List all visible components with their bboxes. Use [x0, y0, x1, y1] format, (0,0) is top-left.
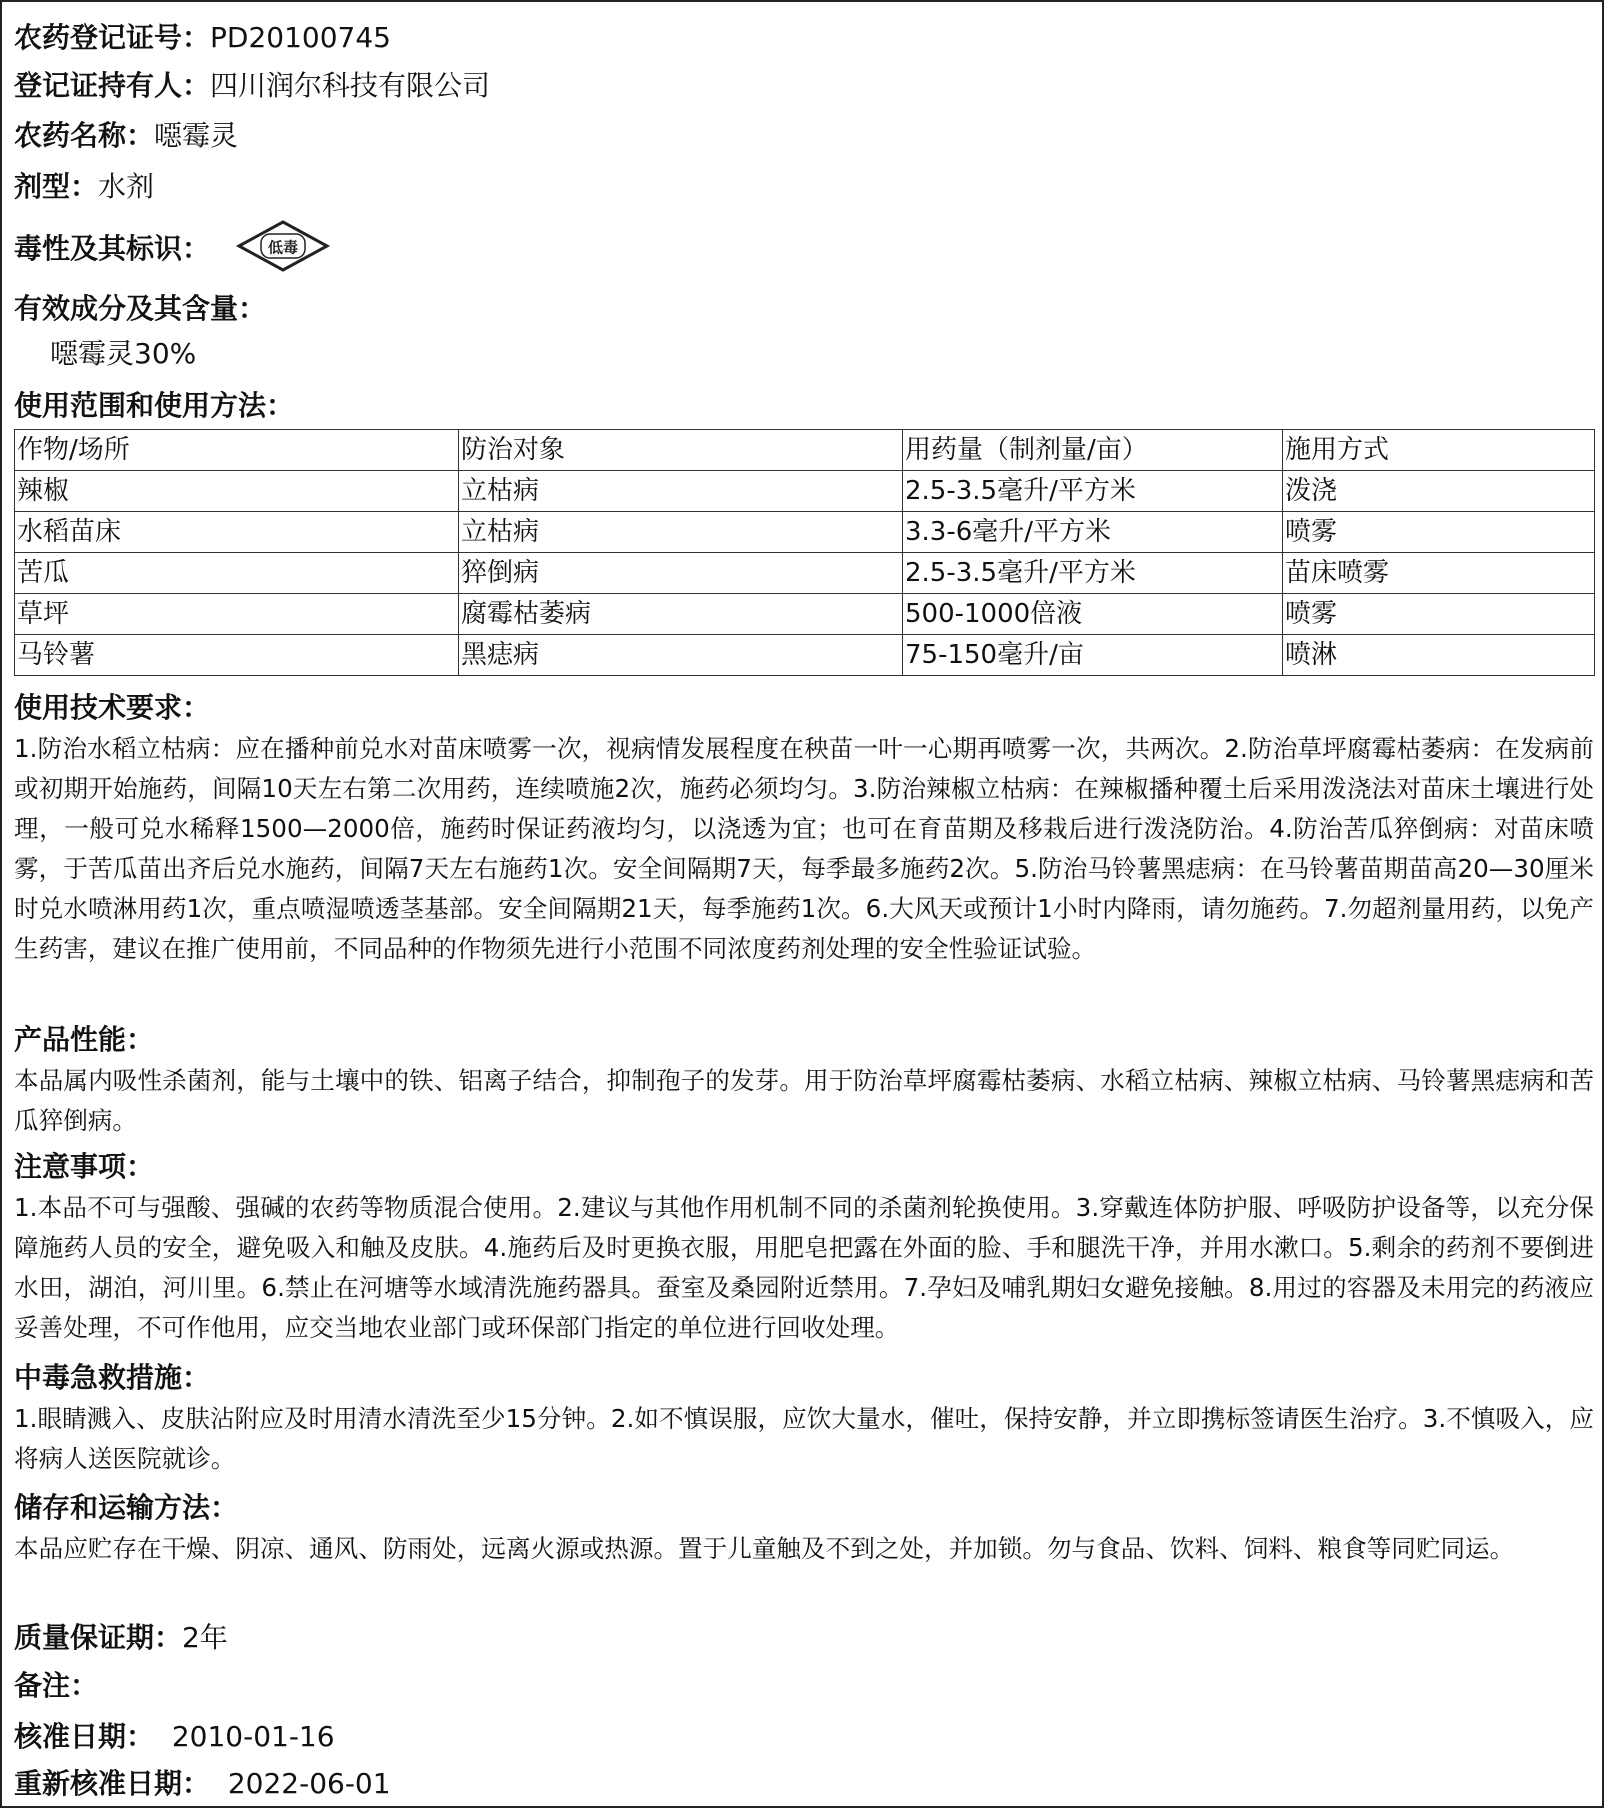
technical-requirements-title: 使用技术要求： — [14, 691, 211, 724]
low-toxicity-icon — [235, 218, 331, 282]
method-cell: 泼浇 — [1283, 471, 1595, 512]
registration-number-row — [14, 21, 391, 55]
dosage-cell: 2.5-3.5毫升/平方米 — [903, 471, 1283, 512]
toxicity-badge-text: 低毒 — [267, 238, 298, 257]
formulation-label: 剂型： — [14, 170, 99, 203]
registration-number-label: 农药登记证号： — [14, 21, 211, 54]
ingredient-label: 有效成分及其含量： — [14, 292, 267, 325]
column-header: 用药量（制剂量/亩） — [903, 430, 1283, 471]
storage-title: 储存和运输方法： — [14, 1491, 239, 1524]
table-row — [15, 594, 1595, 635]
table-row — [15, 471, 1595, 512]
dosage-cell: 2.5-3.5毫升/平方米 — [903, 553, 1283, 594]
method-cell: 喷雾 — [1283, 512, 1595, 553]
table-row — [15, 635, 1595, 676]
dosage-cell: 75-150毫升/亩 — [903, 635, 1283, 676]
target-cell: 立枯病 — [459, 471, 903, 512]
first-aid-title: 中毒急救措施： — [14, 1361, 211, 1394]
approval-date-value: 2010-01-16 — [171, 1720, 335, 1753]
table-row — [15, 512, 1595, 553]
target-cell: 黑痣病 — [459, 635, 903, 676]
technical-requirements-text: 1.防治水稻立枯病：应在播种前兑水对苗床喷雾一次，视病情发展程度在秧苗一叶一心期再喷雾一次，共两次。2.防治草坪腐霉枯萎病：在发病前或初期开始施药，间隔10天左右第二次用药，连续喷施2次，施药必须均匀。3.防治辣椒立枯病：在辣椒播种覆土后采用泼浇法对苗床土壤进行处理，一般可兑水稀释1500—2000倍，施药时保证药液均匀，以浇透为宜；也可在育苗期及移栽后进行泼浇防治。4.防治苦瓜猝倒病：对苗床喷雾，于苦瓜苗出齐后兑水施药，间隔7天左右施药1次。安全间隔期7天，每季最多施药2次。5.防治马铃薯黑痣病：在马铃薯苗期苗高20—30厘米时兑水喷淋用药1次，重点喷湿喷透茎基部。安全间隔期21天，每季施药1次。6.大风天或预计1小时内降雨，请勿施药。7.勿超剂量用药，以免产生药害，建议在推广使用前，不同品种的作物须先进行小范围不同浓度药剂处理的安全性验证试验。 — [14, 734, 1594, 963]
toxicity-label: 毒性及其标识： — [14, 232, 211, 265]
column-header: 施用方式 — [1283, 430, 1595, 471]
crop-cell: 马铃薯 — [15, 635, 459, 676]
target-cell: 腐霉枯萎病 — [459, 594, 903, 635]
toxicity-row — [14, 218, 331, 282]
product-performance-text: 本品属内吸性杀菌剂，能与土壤中的铁、铝离子结合，抑制孢子的发芽。用于防治草坪腐霉枯萎病、水稻立枯病、辣椒立枯病、马铃薯黑痣病和苦瓜猝倒病。 — [14, 1066, 1594, 1135]
ingredient-value: 噁霉灵30% — [50, 337, 197, 370]
formulation-value: 水剂 — [98, 170, 155, 203]
method-cell: 喷淋 — [1283, 635, 1595, 676]
precautions-text: 1.本品不可与强酸、强碱的农药等物质混合使用。2.建议与其他作用机制不同的杀菌剂轮换使用。3.穿戴连体防护服、呼吸防护设备等，以充分保障施药人员的安全，避免吸入和触及皮肤。4.施药后及时更换衣服，用肥皂把露在外面的脸、手和腿洗干净，并用水漱口。5.剩余的药剂不要倒进水田，湖泊，河川里。6.禁止在河塘等水域清洗施药器具。蚕室及桑园附近禁用。7.孕妇及哺乳期妇女避免接触。8.用过的容器及未用完的药液应妥善处理，不可作他用，应交当地农业部门或环保部门指定的单位进行回收处理。 — [14, 1193, 1594, 1342]
crop-cell: 草坪 — [15, 594, 459, 635]
method-cell: 苗床喷雾 — [1283, 553, 1595, 594]
method-cell: 喷雾 — [1283, 594, 1595, 635]
warranty-label: 质量保证期： — [14, 1621, 183, 1654]
column-header: 作物/场所 — [15, 430, 459, 471]
table-row — [15, 553, 1595, 594]
pesticide-name-label: 农药名称： — [14, 119, 155, 152]
usage-table-header — [15, 430, 1595, 471]
usage-table — [14, 429, 1595, 676]
warranty-row — [14, 1621, 228, 1655]
approval-date-row — [14, 1720, 335, 1754]
reapproval-date-value: 2022-06-01 — [227, 1767, 391, 1800]
reapproval-date-label: 重新核准日期： — [14, 1767, 211, 1800]
crop-cell: 水稻苗床 — [15, 512, 459, 553]
ingredient-row — [14, 292, 266, 326]
registration-number-value: PD20100745 — [210, 21, 391, 54]
reapproval-date-row — [14, 1767, 391, 1801]
precautions-title: 注意事项： — [14, 1150, 155, 1183]
crop-cell: 辣椒 — [15, 471, 459, 512]
warranty-value: 2年 — [182, 1621, 228, 1654]
dosage-cell: 3.3-6毫升/平方米 — [903, 512, 1283, 553]
remark-row — [14, 1669, 98, 1703]
pesticide-name-value: 噁霉灵 — [154, 119, 239, 152]
approval-date-label: 核准日期： — [14, 1720, 155, 1753]
certificate-holder-label: 登记证持有人： — [14, 69, 211, 102]
storage-text: 本品应贮存在干燥、阴凉、通风、防雨处，远离火源或热源。置于儿童触及不到之处，并加锁。勿与食品、饮料、饲料、粮食等同贮同运。 — [14, 1534, 1515, 1563]
usage-title: 使用范围和使用方法： — [14, 389, 295, 422]
target-cell: 猝倒病 — [459, 553, 903, 594]
product-performance-title: 产品性能： — [14, 1023, 155, 1056]
certificate-holder-row — [14, 69, 490, 103]
formulation-row — [14, 170, 154, 204]
target-cell: 立枯病 — [459, 512, 903, 553]
pesticide-name-row — [14, 119, 238, 153]
column-header: 防治对象 — [459, 430, 903, 471]
remark-label: 备注： — [14, 1669, 99, 1702]
certificate-holder-value: 四川润尔科技有限公司 — [210, 69, 491, 102]
first-aid-text: 1.眼睛溅入、皮肤沾附应及时用清水清洗至少15分钟。2.如不慎误服，应饮大量水，催吐，保持安静，并立即携标签请医生治疗。3.不慎吸入，应将病人送医院就诊。 — [14, 1404, 1594, 1473]
crop-cell: 苦瓜 — [15, 553, 459, 594]
dosage-cell: 500-1000倍液 — [903, 594, 1283, 635]
